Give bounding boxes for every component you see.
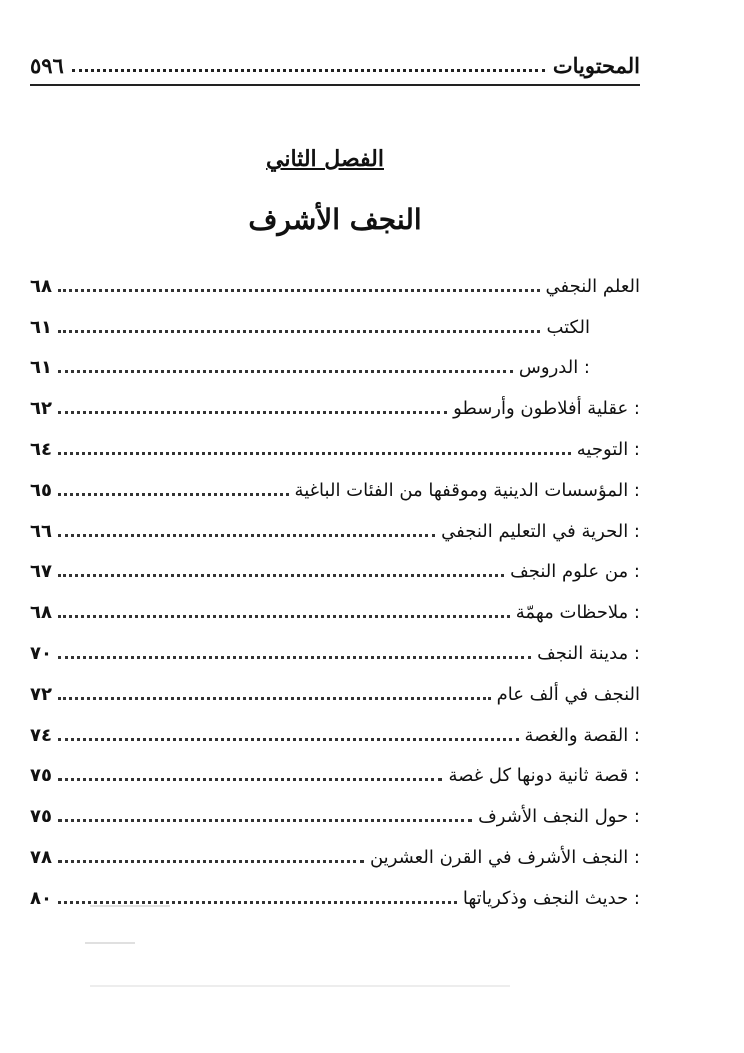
chapter-label: الفصل الثاني: [266, 146, 384, 172]
toc-entry-title: المؤسسات الدينية وموقفها من الفئات الباغية :: [294, 479, 640, 501]
toc-entry-title: الكتب: [546, 316, 590, 338]
toc-entry-title: النجف في ألف عام: [496, 683, 640, 705]
toc-entry-page-number: ٧٥: [30, 765, 52, 787]
toc-leader-dots: [58, 370, 513, 373]
toc-entry-title: قصة ثانية دونها كل غصة :: [448, 765, 640, 787]
toc-entry: [30, 507, 640, 548]
toc-entry-page-number: ٦٦: [30, 520, 52, 542]
toc-entry-page-number: ٦٨: [30, 602, 52, 624]
toc-entry-page-number: ٦٥: [30, 479, 52, 501]
toc-entry-title: حديث النجف وذكرياتها :: [462, 887, 640, 909]
header-page-number: ٥٩٦: [30, 53, 64, 78]
toc-leader-dots: [58, 615, 510, 618]
toc-entry-title: النجف الأشرف في القرن العشرين :: [369, 846, 640, 868]
header-leader-dots: [72, 69, 545, 72]
toc-leader-dots: [58, 493, 289, 496]
toc-entry-title: الحرية في التعليم النجفي :: [441, 520, 640, 542]
toc-leader-dots: [58, 860, 364, 863]
toc-entry-page-number: ٧٨: [30, 846, 52, 868]
toc-entry-title: مدينة النجف :: [537, 642, 640, 664]
toc-entry-page-number: ٦١: [30, 316, 52, 338]
toc-entry: [30, 792, 640, 833]
toc-entry: [30, 629, 640, 670]
toc-entry: [30, 425, 640, 466]
toc-leader-dots: [58, 452, 571, 455]
toc-entry-page-number: ٦١: [30, 357, 52, 379]
toc-entry-title: حول النجف الأشرف :: [478, 806, 640, 828]
toc-entry-page-number: ٦٨: [30, 275, 52, 297]
toc-entry-title: التوجيه :: [576, 438, 640, 460]
toc-entry: [30, 384, 640, 425]
toc-entry-page-number: ٦٤: [30, 438, 52, 460]
toc-leader-dots: [58, 738, 519, 741]
toc-entry-page-number: ٧٤: [30, 724, 52, 746]
toc-entry-page-number: ٧٠: [30, 642, 52, 664]
toc-entry: [30, 874, 640, 915]
toc-entry: [30, 548, 640, 589]
toc-entry-title: العلم النجفي: [545, 275, 640, 297]
toc-entry: [30, 303, 640, 344]
toc-entry: [30, 344, 640, 385]
scan-smudge: [90, 985, 510, 987]
toc-entry-title: عقلية أفلاطون وأرسطو :: [453, 398, 640, 420]
toc-leader-dots: [58, 778, 443, 781]
toc-leader-dots: [58, 534, 435, 537]
toc-leader-dots: [58, 574, 504, 577]
toc-entry-title: من علوم النجف :: [510, 561, 640, 583]
toc-leader-dots: [58, 697, 491, 700]
toc-entry-page-number: ٦٧: [30, 561, 52, 583]
table-of-contents: [30, 262, 640, 915]
toc-entry: [30, 711, 640, 752]
toc-leader-dots: [58, 901, 457, 904]
scan-smudge: [90, 905, 170, 907]
toc-entry: [30, 670, 640, 711]
toc-entry-title: ملاحظات مهمّة :: [515, 602, 640, 624]
scan-smudge: [85, 942, 135, 944]
toc-entry: [30, 588, 640, 629]
toc-leader-dots: [58, 330, 540, 333]
toc-entry-title: القصة والغصة :: [524, 724, 640, 746]
toc-leader-dots: [58, 289, 540, 292]
toc-leader-dots: [58, 411, 447, 414]
toc-entry-page-number: ٨٠: [30, 887, 52, 909]
toc-entry: [30, 262, 640, 303]
page-header: [30, 48, 640, 86]
toc-entry: [30, 752, 640, 793]
toc-entry-title: الدروس :: [518, 357, 590, 379]
toc-leader-dots: [58, 819, 472, 822]
toc-entry-page-number: ٧٢: [30, 683, 52, 705]
toc-entry-page-number: ٦٢: [30, 398, 52, 420]
toc-entry: [30, 466, 640, 507]
chapter-title: النجف الأشرف: [248, 203, 422, 236]
toc-leader-dots: [58, 656, 531, 659]
toc-entry: [30, 833, 640, 874]
header-title: المحتويات: [552, 53, 640, 78]
toc-entry-page-number: ٧٥: [30, 806, 52, 828]
